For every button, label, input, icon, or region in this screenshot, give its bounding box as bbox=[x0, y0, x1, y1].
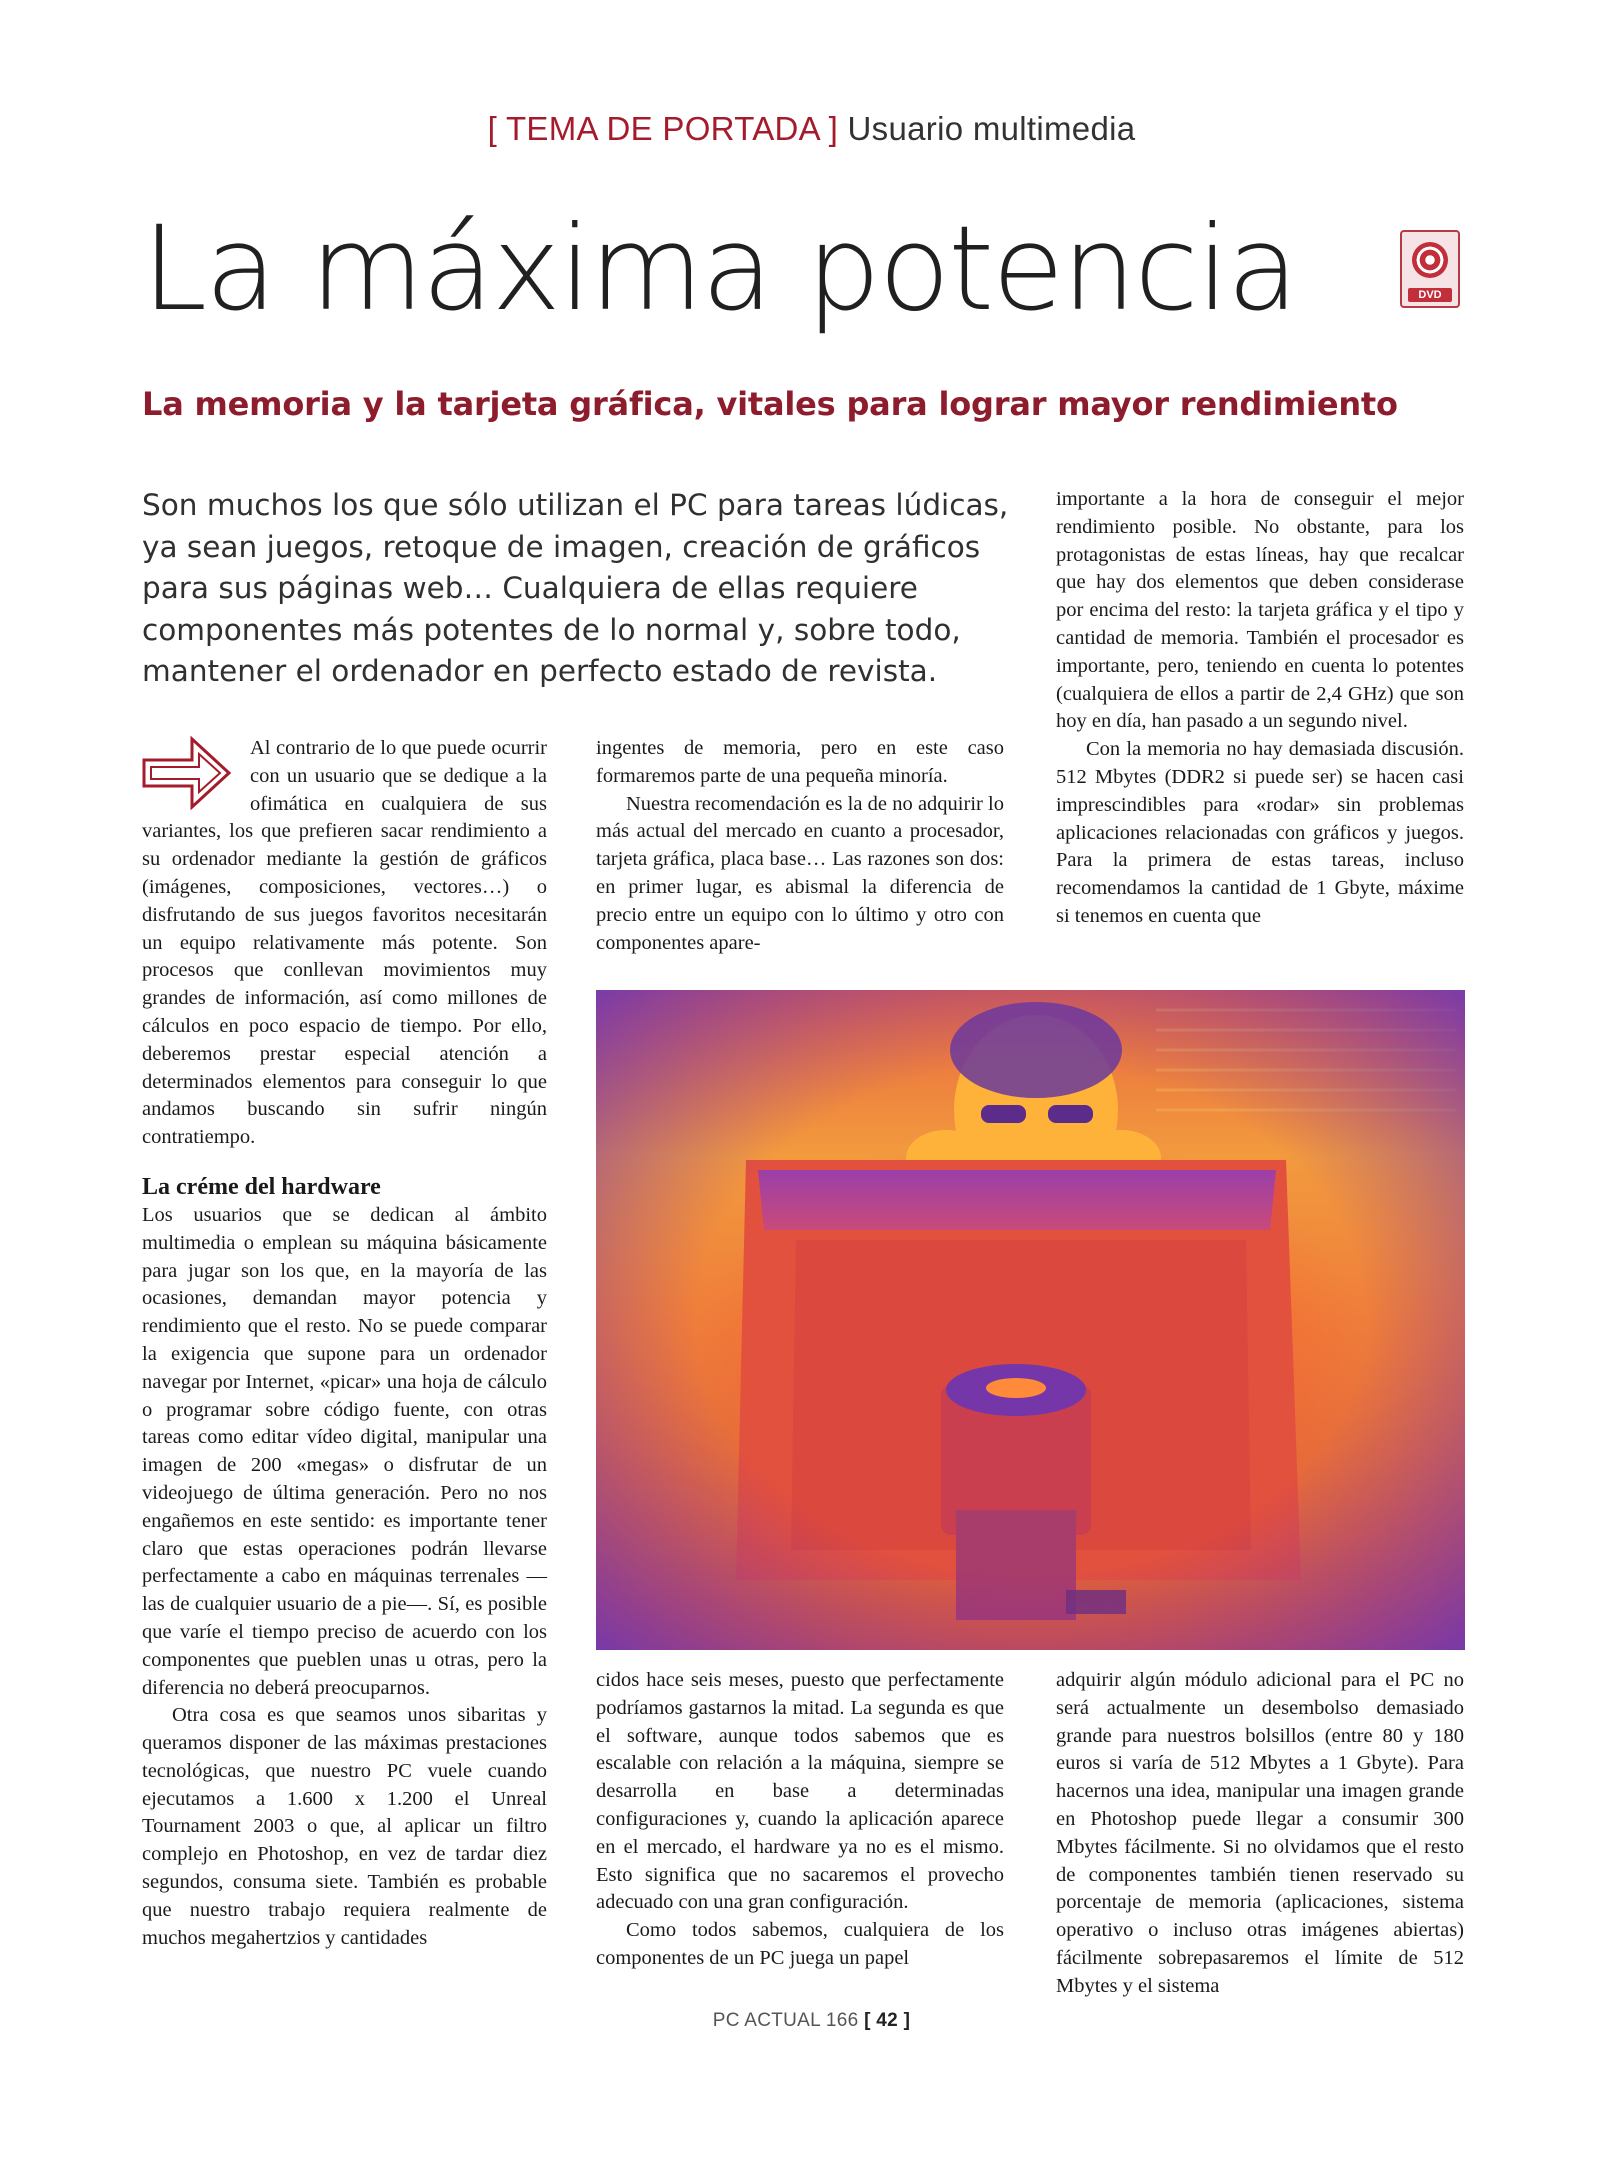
subsection-label: Usuario multimedia bbox=[847, 110, 1136, 147]
article-subtitle: La memoria y la tarjeta gráfica, vitales para lograr mayor rendimiento bbox=[142, 385, 1398, 423]
magazine-name: PC ACTUAL 166 bbox=[712, 2010, 859, 2031]
dvd-badge-label: DVD bbox=[1408, 288, 1452, 302]
column-3-top bbox=[1056, 486, 1464, 931]
column-3-bottom bbox=[1056, 1667, 1464, 2001]
column-2-top bbox=[596, 735, 1004, 957]
col1-paragraph-2: Los usuarios que se dedican al ámbito multimedia o emplean su máquina básicamente para jugar son los que, en la mayoría de las ocasiones, demandan mayor potencia y rendimiento que el resto. No se puede comparar la exigencia que supone para un ordenador navegar por Internet, «picar» una hoja de cálculo o programar sobre código fuente, con otras tareas como editar vídeo digital, manipular una imagen de 200 «megas» o disfrutar de un videojuego de última generación. Pero no nos engañemos en este sentido: es importante tener claro que estas operaciones podrán llevarse perfectamente a cabo en máquinas terrenales —las de cualquier usuario de a pie—. Sí, es posible que varíe el tiempo preciso de acuerdo con los componentes que pueblen unas u otras, pero la diferencia no deberá preocuparnos. bbox=[142, 1203, 547, 1699]
col3-top-paragraph-2: Con la memoria no hay demasiada discusión. 512 Mbytes (DDR2 si puede ser) se hacen casi imprescindibles para «rodar» sin problemas aplicaciones relacionadas con gráficos y juegos. Para la primera de estas tareas, incluso recomendamos la cantidad de 1 Gbyte, máxime si tenemos en cuenta que bbox=[1056, 738, 1464, 927]
article-lead: Son muchos los que sólo utilizan el PC para tareas lúdicas, ya sean juegos, retoque de imagen, creación de gráficos para sus páginas web… Cualquiera de ellas requiere componentes más potentes de lo normal y, sobre todo, mantener el ordenador en perfecto estado de revista. bbox=[142, 488, 1009, 688]
disc-icon bbox=[1412, 242, 1448, 278]
dvd-icon bbox=[1400, 230, 1460, 308]
section-header bbox=[0, 110, 1623, 148]
col1-paragraph-3: Otra cosa es que seamos unos sibaritas y queramos disponer de las máximas prestaciones tecnológicas, que nuestro PC vuele cuando ejecutamos a 1.600 x 1.200 el Unreal Tournament 2003 o que, al aplicar un filtro complejo en Photoshop, en vez de tardar diez segundos, consuma siete. También es probable que nuestro trabajo requiera realmente de muchos megahertzios y cantidades bbox=[142, 1704, 547, 1949]
page-footer bbox=[0, 2010, 1623, 2032]
section-heading: La créme del hardware bbox=[142, 1173, 381, 1200]
thermal-monitor-illustration bbox=[596, 990, 1465, 1650]
col2-top-paragraph-1: ingentes de memoria, pero en este caso formaremos parte de una pequeña minoría. bbox=[596, 737, 1004, 787]
col2-bottom-paragraph-2: Como todos sabemos, cualquiera de los componentes de un PC juega un papel bbox=[596, 1919, 1004, 1969]
col1-paragraph-1-text: Al contrario de lo que puede ocurrir con un usuario que se dedique a la ofimática en cualquiera de sus variantes, los que prefieren sacar rendimiento a su ordenador mediante la gestión de gráficos (imágenes, composiciones, vectores…) o disfrutando de sus juegos favoritos necesitarán un equipo relativamente más potente. Son procesos que conllevan movimientos muy grandes de información, así como millones de cálculos en poco espacio de tiempo. Por ello, deberemos prestar especial atención a determinados elementos para conseguir lo que andamos buscando sin sufrir ningún contratiempo. bbox=[142, 737, 547, 1149]
page-number: [ 42 ] bbox=[864, 2010, 911, 2031]
article-title: La máxima potencia bbox=[142, 200, 1297, 337]
section-label: [ TEMA DE PORTADA ] bbox=[487, 110, 839, 147]
arrow-spacer bbox=[142, 735, 250, 817]
col3-top-paragraph-1: importante a la hora de conseguir el mejor rendimiento posible. No obstante, para los protagonistas de estas líneas, hay que recalcar que hay dos elementos que deben considerase por encima del resto: la tarjeta gráfica y el tipo y cantidad de memoria. También el procesador es importante, pero, teniendo en cuenta lo potentes (cualquiera de ellos a partir de 2,4 GHz) que son hoy en día, han pasado a un segundo nivel. bbox=[1056, 488, 1464, 733]
col2-top-paragraph-2: Nuestra recomendación es la de no adquirir lo más actual del mercado en cuanto a procesador, tarjeta gráfica, placa base… Las razones son dos: en primer lugar, es abismal la diferencia de precio entre un equipo con lo último y otro con componentes apare- bbox=[596, 792, 1004, 954]
col2-bottom-paragraph-1: cidos hace seis meses, puesto que perfectamente podríamos gastarnos la mitad. La segunda es que el software, aunque todos sabemos que es escalable con relación a la máquina, siempre se desarrolla en base a determinadas configuraciones y, cuando la aplicación aparece en el mercado, el hardware ya no es el mismo. Esto significa que no sacaremos el provecho adecuado con una gran configuración. bbox=[596, 1669, 1004, 1914]
column-2-bottom bbox=[596, 1667, 1004, 1973]
column-1 bbox=[142, 735, 547, 1952]
col1-paragraph-1 bbox=[142, 735, 547, 1152]
article-photo bbox=[596, 990, 1465, 1650]
col3-bottom-paragraph-1: adquirir algún módulo adicional para el PC no será actualmente un desembolso demasiado grande para nuestros bolsillos (entre 80 y 180 euros si varía de 512 Mbytes a 1 Gbyte). Para hacernos una idea, manipular una imagen grande en Photoshop puede llegar a consumir 300 Mbytes fácilmente. Si no olvidamos que el resto de componentes también tienen reservado su porcentaje de memoria (aplicaciones, sistema operativo o incluso otras imágenes abiertas) fácilmente sobrepasaremos el límite de 512 Mbytes y el sistema bbox=[1056, 1669, 1464, 1997]
